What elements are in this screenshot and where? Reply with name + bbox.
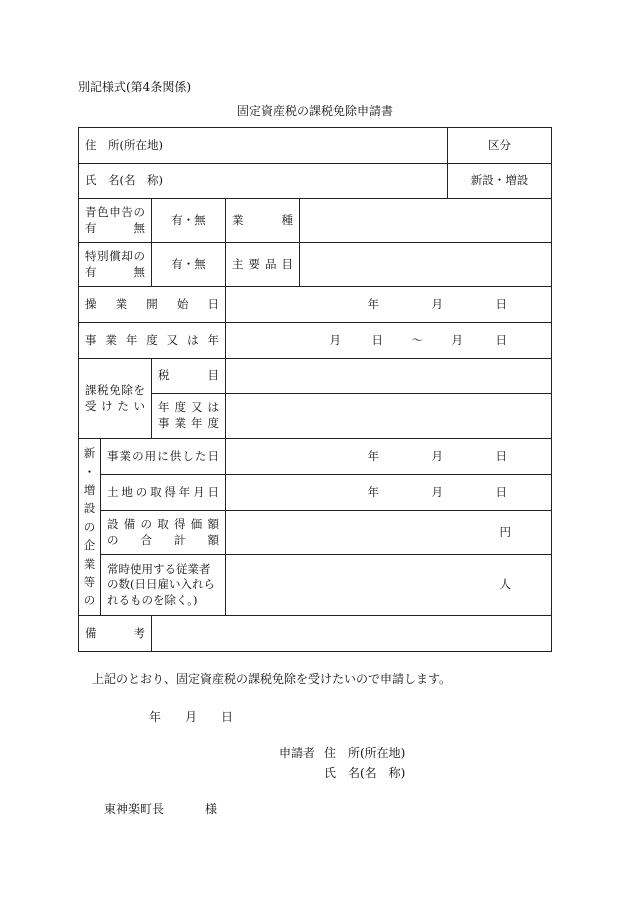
remarks-label xyxy=(79,616,152,652)
blue-return-line1: 青色申告の xyxy=(85,204,145,219)
land-acquisition-date-label xyxy=(101,475,226,511)
form-title: 固定資産税の課税免除申請書 xyxy=(236,104,393,118)
business-use-date-label xyxy=(101,439,226,475)
vertical-char: 等 xyxy=(83,574,96,589)
tax-item-label-text: 税 目 xyxy=(158,368,219,383)
land-acquisition-date-value xyxy=(226,475,552,511)
yen-unit: 円 xyxy=(499,524,512,539)
vertical-char: ・ xyxy=(83,464,96,479)
tax-item-label xyxy=(152,359,226,394)
date-year: 年 xyxy=(367,296,380,311)
employee-count-line2: の数(日日雇い入れら xyxy=(107,577,215,592)
category-value xyxy=(448,164,552,199)
industry-label-text: 業 種 xyxy=(232,212,293,227)
date-month: 月 xyxy=(431,296,444,311)
exemption-label xyxy=(79,359,152,439)
equipment-total-value xyxy=(226,511,552,555)
blue-return-yes-no: 有・無 xyxy=(152,199,226,243)
operation-start-label-text: 操業開始日 xyxy=(85,296,219,311)
employee-count-label xyxy=(101,555,226,616)
operation-start-label xyxy=(79,287,226,323)
application-form-table xyxy=(78,127,552,652)
application-date: 年 月 日 xyxy=(149,710,234,724)
fiscal-year-value xyxy=(226,323,552,359)
blue-return-label xyxy=(79,199,152,243)
fiscal-year-type-value xyxy=(226,394,552,439)
vertical-char: の xyxy=(83,519,96,534)
industry-value xyxy=(300,199,552,243)
special-depreciation-yes-no: 有・無 xyxy=(152,243,226,287)
business-use-date-label-text: 事業の用に供した日 xyxy=(107,448,219,463)
employee-count-line1: 常時使用する従業者 xyxy=(107,561,211,576)
period-month-start: 月 xyxy=(329,332,342,347)
period-day-start: 日 xyxy=(371,332,384,347)
fiscal-year-type-label xyxy=(152,394,226,439)
equipment-total-line2: の 合 計 額 xyxy=(107,532,219,547)
fiscal-year-label-text: 事業年度又は年 xyxy=(85,332,219,347)
industry-label xyxy=(226,199,300,243)
period-day-end: 日 xyxy=(495,332,508,347)
vertical-char: 設 xyxy=(83,501,96,516)
vertical-char: 新 xyxy=(83,446,96,461)
tax-item-value xyxy=(226,359,552,394)
special-depreciation-line1: 特別償却の xyxy=(85,248,145,263)
employee-count-value xyxy=(226,555,552,616)
period-tilde: ～ xyxy=(411,332,424,347)
equipment-total-line1: 設備の取得価額 xyxy=(107,516,219,531)
vertical-char: 業 xyxy=(83,556,96,571)
applicant-address-label: 住 所(所在地) xyxy=(324,746,406,760)
fiscal-year-type-line2: 事業年度 xyxy=(158,416,219,430)
form-reference: 別記様式(第4条関係) xyxy=(78,80,191,94)
vertical-char: 企 xyxy=(83,538,96,553)
main-products-label xyxy=(226,243,300,287)
category-label: 区分 xyxy=(448,128,552,164)
exemption-line2: 受けたい xyxy=(85,398,145,413)
date-month: 月 xyxy=(431,484,444,499)
vertical-char: の xyxy=(83,593,96,608)
name-label: 氏 名(名 称) xyxy=(79,164,448,199)
honorific: 様 xyxy=(205,802,218,816)
equipment-total-label xyxy=(101,511,226,555)
addressee: 東神楽町長 xyxy=(104,802,165,816)
period-month-end: 月 xyxy=(451,332,464,347)
land-acquisition-date-label-text: 土地の取得年月日 xyxy=(107,484,219,499)
operation-start-value xyxy=(226,287,552,323)
date-day: 日 xyxy=(495,448,508,463)
date-year: 年 xyxy=(367,484,380,499)
exemption-line1: 課税免除を xyxy=(85,382,145,397)
application-statement: 上記のとおり、固定資産税の課税免除を受けたいので申請します。 xyxy=(92,672,452,686)
business-use-date-value xyxy=(226,439,552,475)
special-depreciation-line2: 有 無 xyxy=(85,264,145,279)
remarks-label-text: 備 考 xyxy=(85,625,145,640)
main-products-value xyxy=(300,243,552,287)
blue-return-line2: 有 無 xyxy=(85,220,145,235)
date-month: 月 xyxy=(431,448,444,463)
new-expansion-vertical-label xyxy=(79,439,101,616)
date-year: 年 xyxy=(367,448,380,463)
fiscal-year-type-line1: 年度又は xyxy=(158,400,219,415)
address-label: 住 所(所在地) xyxy=(79,128,448,164)
applicant-label: 申請者 xyxy=(279,746,316,760)
remarks-value xyxy=(152,616,552,652)
employee-count-line3: れるものを除く。) xyxy=(107,592,198,607)
fiscal-year-label xyxy=(79,323,226,359)
category-value-text: 新設・増設 xyxy=(470,173,529,188)
applicant-name-label: 氏 名(名 称) xyxy=(324,766,406,780)
person-unit: 人 xyxy=(499,577,512,592)
special-depreciation-label xyxy=(79,243,152,287)
date-day: 日 xyxy=(495,296,508,311)
main-products-label-text: 主要品目 xyxy=(232,256,293,271)
date-day: 日 xyxy=(495,484,508,499)
vertical-char: 増 xyxy=(83,483,96,498)
